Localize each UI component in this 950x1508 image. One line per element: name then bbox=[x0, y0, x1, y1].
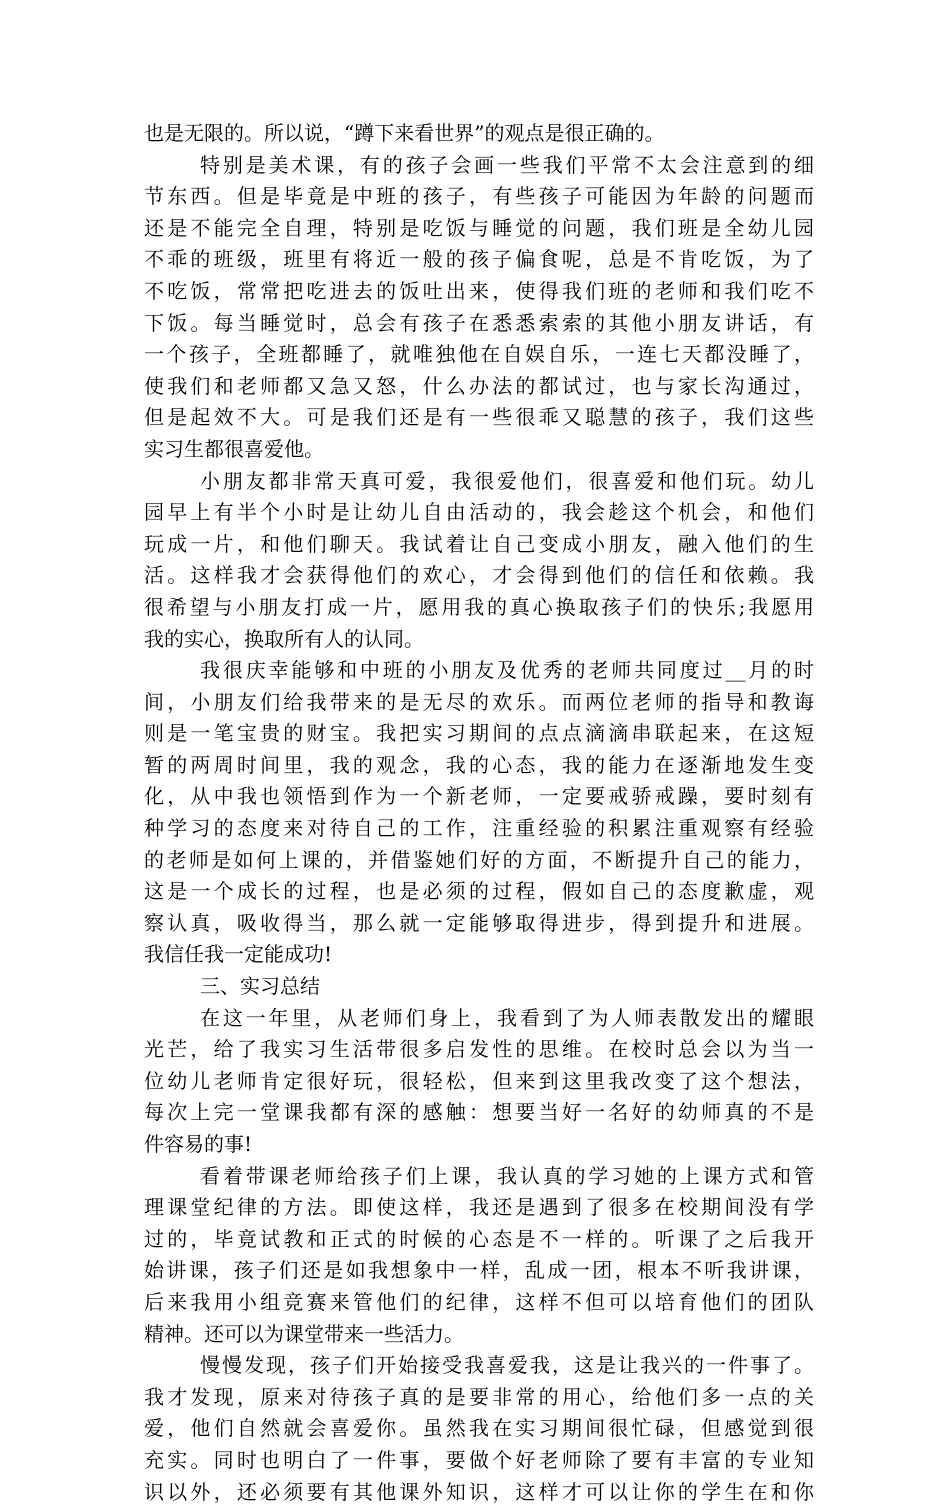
text-line: 化，从中我也领悟到作为一个新老师，一定要戒骄戒躁，要时刻有 bbox=[144, 784, 814, 809]
text-line: 充实。同时也明白了一件事，要做个好老师除了要有丰富的专业知 bbox=[144, 1447, 814, 1472]
text-line: 爱，他们自然就会喜爱你。虽然我在实习期间很忙碌，但感觉到很 bbox=[144, 1416, 814, 1441]
text-line: 还是不能完全自理，特别是吃饭与睡觉的问题，我们班是全幼儿园 bbox=[144, 215, 814, 240]
text-line: 的老师是如何上课的，并借鉴她们好的方面，不断提升自己的能力， bbox=[144, 847, 814, 872]
text-line: 我才发现，原来对待孩子真的是要非常的用心，给他们多一点的关 bbox=[144, 1384, 814, 1409]
text-line: 使我们和老师都又急又怒，什么办法的都试过，也与家长沟通过， bbox=[144, 373, 814, 398]
paragraph-end-line: 我信任我一定能成功! bbox=[144, 942, 333, 967]
text-line: 识以外，还必须要有其他课外知识，这样才可以让你的学生在和你 bbox=[144, 1479, 814, 1504]
text-line: 间，小朋友们给我带来的是无尽的欢乐。而两位老师的指导和教诲 bbox=[144, 689, 814, 714]
paragraph-start-line: 我很庆幸能够和中班的小朋友及优秀的老师共同度过__月的时 bbox=[200, 658, 814, 683]
text-line: 活。这样我才会获得他们的欢心，才会得到他们的信任和依赖。我 bbox=[144, 563, 814, 588]
paragraph-end-line: 我的实心，换取所有人的认同。 bbox=[144, 626, 424, 651]
text-line: 一个孩子，全班都睡了，就唯独他在自娱自乐，一连七天都没睡了， bbox=[144, 342, 814, 367]
paragraph-start-line: 在这一年里，从老师们身上，我看到了为人师表散发出的耀眼 bbox=[200, 1005, 814, 1030]
text-line: 园早上有半个小时是让幼儿自由活动的，我会趁这个机会，和他们 bbox=[144, 500, 814, 525]
text-line: 种学习的态度来对待自己的工作，注重经验的积累注重观察有经验 bbox=[144, 816, 814, 841]
text-line: 很希望与小朋友打成一片，愿用我的真心换取孩子们的快乐;我愿用 bbox=[144, 594, 814, 619]
paragraph-end-line: 精神。还可以为课堂带来一些活力。 bbox=[144, 1321, 464, 1346]
text-line: 下饭。每当睡觉时，总会有孩子在悉悉索索的其他小朋友讲话，有 bbox=[144, 310, 814, 335]
text-line: 过的，毕竟试教和正式的时候的心态是不一样的。听课了之后我开 bbox=[144, 1226, 814, 1251]
text-line: 察认真，吸收得当，那么就一定能够取得进步，得到提升和进展。 bbox=[144, 910, 814, 935]
text-line: 这是一个成长的过程，也是必须的过程，假如自己的态度歉虚，观 bbox=[144, 879, 814, 904]
paragraph-start-line: 特别是美术课，有的孩子会画一些我们平常不太会注意到的细 bbox=[200, 152, 814, 177]
text-line: 节东西。但是毕竟是中班的孩子，有些孩子可能因为年龄的问题而 bbox=[144, 184, 814, 209]
paragraph-start-line: 看着带课老师给孩子们上课，我认真的学习她的上课方式和管 bbox=[200, 1163, 814, 1188]
text-line: 也是无限的。所以说，“蹲下来看世界”的观点是很正确的。 bbox=[144, 121, 665, 145]
text-line: 不吃饭，常常把吃进去的饭吐出来，使得我们班的老师和我们吃不 bbox=[144, 278, 814, 303]
paragraph-end-line: 实习生都很喜爱他。 bbox=[144, 436, 324, 461]
paragraph-start-line: 小朋友都非常天真可爱，我很爱他们，很喜爱和他们玩。幼儿 bbox=[200, 468, 814, 493]
paragraph-start-line: 慢慢发现，孩子们开始接受我喜爱我，这是让我兴的一件事了。 bbox=[200, 1353, 814, 1378]
text-line: 玩成一片，和他们聊天。我试着让自己变成小朋友，融入他们的生 bbox=[144, 531, 814, 556]
text-line: 理课堂纪律的方法。即使这样，我还是遇到了很多在校期间没有学 bbox=[144, 1195, 814, 1220]
section-heading: 三、实习总结 bbox=[200, 974, 320, 999]
text-line: 每次上完一堂课我都有深的感触：想要当好一名好的幼师真的不是 bbox=[144, 1100, 814, 1125]
text-line: 但是起效不大。可是我们还是有一些很乖又聪慧的孩子，我们这些 bbox=[144, 405, 814, 430]
text-line: 暂的两周时间里，我的观念，我的心态，我的能力在逐渐地发生变 bbox=[144, 752, 814, 777]
paragraph-end-line: 件容易的事! bbox=[144, 1132, 253, 1156]
text-line: 光芒，给了我实习生活带很多启发性的思维。在校时总会以为当一 bbox=[144, 1037, 814, 1062]
text-line: 不乖的班级，班里有将近一般的孩子偏食呢，总是不肯吃饭，为了 bbox=[144, 247, 814, 272]
document-body bbox=[144, 118, 814, 1508]
text-line: 位幼儿老师肯定很好玩，很轻松，但来到这里我改变了这个想法， bbox=[144, 1068, 814, 1093]
text-line: 则是一笔宝贵的财宝。我把实习期间的点点滴滴串联起来，在这短 bbox=[144, 721, 814, 746]
text-line: 后来我用小组竞赛来管他们的纪律，这样不但可以培育他们的团队 bbox=[144, 1289, 814, 1314]
text-line: 始讲课，孩子们还是如我想象中一样，乱成一团，根本不听我讲课， bbox=[144, 1258, 814, 1283]
